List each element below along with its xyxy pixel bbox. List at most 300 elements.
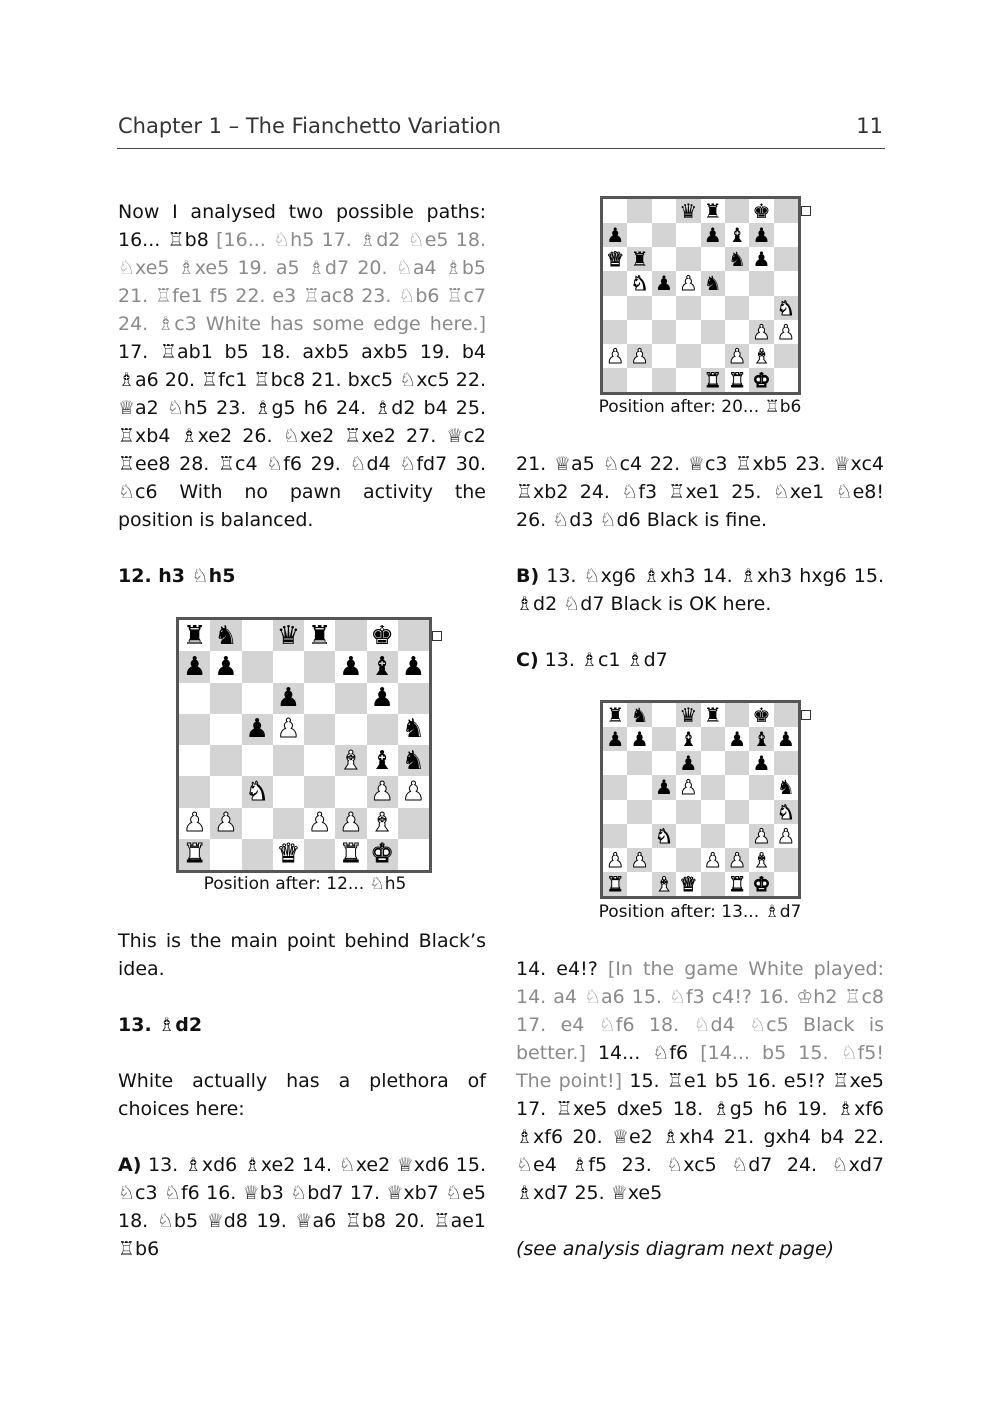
- white-rook-icon: ♜: [703, 367, 722, 392]
- board-square: [725, 368, 749, 392]
- black-knight-icon: ♞: [703, 271, 722, 296]
- black-king-icon: ♚: [370, 620, 394, 651]
- board-square: [242, 839, 273, 870]
- black-pawn-icon: ♟: [606, 223, 625, 248]
- black-king-icon: ♚: [752, 199, 771, 224]
- board-square: [652, 848, 676, 872]
- board-square: [749, 872, 773, 896]
- white-pawn-icon: ♟: [606, 847, 625, 872]
- move-12-heading: 12. h3 ♘h5: [118, 565, 236, 587]
- board-square: [367, 714, 398, 745]
- board-square: [701, 824, 725, 848]
- board-square: [725, 223, 749, 247]
- board-square: [179, 808, 210, 839]
- board-square: [774, 824, 798, 848]
- board-square: [627, 824, 651, 848]
- board-square: [749, 848, 773, 872]
- white-queen-icon: ♛: [606, 247, 625, 272]
- black-rook-icon: ♜: [182, 620, 207, 651]
- line-a-label: A): [118, 1154, 142, 1176]
- board-square: [335, 839, 366, 870]
- black-pawn-icon: ♟: [654, 271, 673, 296]
- chessboard: [600, 196, 801, 395]
- board-square: [701, 320, 725, 344]
- board-square: [725, 344, 749, 368]
- board-square: [398, 651, 429, 682]
- board-square: [725, 703, 749, 727]
- board-square: [627, 751, 651, 775]
- board-square: [749, 344, 773, 368]
- board-square: [242, 745, 273, 776]
- board-square: [749, 320, 773, 344]
- board-square: [627, 727, 651, 751]
- board-square: [725, 199, 749, 223]
- board-square: [210, 808, 241, 839]
- board-square: [701, 247, 725, 271]
- black-pawn-icon: ♟: [339, 651, 363, 682]
- black-pawn-icon: ♟: [401, 651, 426, 682]
- board-square: [652, 344, 676, 368]
- board-square: [627, 320, 651, 344]
- board-square: [304, 620, 335, 651]
- main-point-paragraph: This is the main point behind Black’s idea.: [118, 930, 486, 980]
- board-square: [725, 727, 749, 751]
- white-king-icon: ♚: [370, 839, 394, 870]
- board-square: [210, 776, 241, 807]
- board-square: [652, 247, 676, 271]
- black-queen-icon: ♛: [276, 620, 301, 651]
- white-rook-icon: ♜: [606, 871, 625, 896]
- white-rook-icon: ♜: [728, 871, 747, 896]
- white-bishop-icon: ♝: [370, 808, 394, 839]
- board-square: [603, 751, 627, 775]
- black-bishop-icon: ♝: [752, 727, 771, 752]
- board-square: [603, 727, 627, 751]
- board-square: [774, 727, 798, 751]
- board-square: [676, 344, 700, 368]
- board-square: [652, 727, 676, 751]
- board-square: [676, 824, 700, 848]
- white-king-icon: ♚: [752, 367, 771, 392]
- board-square: [335, 620, 366, 651]
- board-square: [398, 683, 429, 714]
- board-square: [603, 872, 627, 896]
- board-square: [603, 703, 627, 727]
- board-square: [210, 683, 241, 714]
- white-pawn-icon: ♟: [776, 823, 795, 848]
- white-pawn-icon: ♟: [752, 319, 771, 344]
- board-square: [676, 727, 700, 751]
- board-square: [304, 745, 335, 776]
- board-square: [725, 800, 749, 824]
- board-square: [367, 683, 398, 714]
- board-square: [398, 714, 429, 745]
- board-square: [774, 872, 798, 896]
- board-square: [273, 620, 304, 651]
- board-square: [749, 296, 773, 320]
- board-square: [652, 368, 676, 392]
- board-square: [304, 683, 335, 714]
- board-square: [652, 872, 676, 896]
- board-square: [701, 727, 725, 751]
- line-a-paragraph: [118, 1151, 486, 1263]
- side-variation-text: [14... b5 15. ♘f5! The point!]: [516, 1042, 884, 1092]
- board-square: [676, 247, 700, 271]
- board-square: [676, 199, 700, 223]
- side-to-move-marker: [432, 631, 442, 641]
- board-square: [676, 296, 700, 320]
- board-square: [701, 751, 725, 775]
- board-square: [725, 848, 749, 872]
- board-square: [304, 776, 335, 807]
- board-square: [242, 683, 273, 714]
- diagram-20-rb6: [600, 196, 801, 395]
- board-square: [603, 199, 627, 223]
- black-pawn-icon: ♟: [630, 727, 649, 752]
- board-square: [273, 745, 304, 776]
- board-square: [652, 199, 676, 223]
- board-square: [774, 800, 798, 824]
- right-column-middle: [516, 450, 884, 674]
- white-pawn-icon: ♟: [214, 808, 238, 839]
- page-header: [117, 112, 885, 149]
- white-bishop-icon: ♝: [339, 745, 363, 776]
- board-square: [367, 776, 398, 807]
- black-rook-icon: ♜: [307, 620, 332, 651]
- side-variation-text: [In the game White played: 14. a4 ♘a6 15. ♘f3 c4!? 16. ♔h2 ♖c8 17. e4 ♘f6 18. ♘d4 ♘c5 Black is better.]: [516, 958, 884, 1064]
- black-pawn-icon: ♟: [214, 651, 238, 682]
- board-square: [242, 620, 273, 651]
- white-knight-icon: ♞: [776, 799, 795, 824]
- board-square: [652, 703, 676, 727]
- board-square: [367, 808, 398, 839]
- board-square: [603, 296, 627, 320]
- board-square: [774, 296, 798, 320]
- white-knight-icon: ♞: [245, 776, 269, 807]
- board-square: [335, 776, 366, 807]
- choices-paragraph: White actually has a plethora of choices here:: [118, 1070, 486, 1120]
- board-square: [627, 271, 651, 295]
- black-knight-icon: ♞: [401, 714, 426, 745]
- board-square: [273, 839, 304, 870]
- board-square: [725, 775, 749, 799]
- board-square: [652, 824, 676, 848]
- board-square: [676, 751, 700, 775]
- board-square: [749, 800, 773, 824]
- board-square: [701, 800, 725, 824]
- board-square: [652, 775, 676, 799]
- white-pawn-icon: ♟: [370, 776, 394, 807]
- board-square: [749, 824, 773, 848]
- white-pawn-icon: ♟: [679, 271, 698, 296]
- chessboard: [176, 617, 432, 873]
- board-square: [701, 872, 725, 896]
- board-square: [676, 800, 700, 824]
- board-square: [273, 776, 304, 807]
- white-pawn-icon: ♟: [630, 847, 649, 872]
- main-line-text: 14. e4!?: [516, 958, 608, 980]
- white-rook-icon: ♜: [182, 839, 207, 870]
- board-square: [701, 775, 725, 799]
- board-square: [603, 800, 627, 824]
- black-pawn-icon: ♟: [654, 775, 673, 800]
- board-square: [335, 683, 366, 714]
- white-bishop-icon: ♝: [752, 847, 771, 872]
- white-bishop-icon: ♝: [654, 871, 673, 896]
- black-pawn-icon: ♟: [245, 714, 269, 745]
- board-square: [210, 745, 241, 776]
- board-square: [179, 776, 210, 807]
- board-square: [749, 199, 773, 223]
- board-square: [398, 839, 429, 870]
- page-number: 11: [856, 114, 883, 138]
- board-square: [774, 271, 798, 295]
- board-square: [676, 872, 700, 896]
- diagram-caption: Position after: 20... ♖b6: [598, 397, 802, 417]
- side-variation-text: [16... ♘h5 17. ♗d2 ♘e5 18. ♘xe5 ♗xe5 19. a5 ♗d7 20. ♘a4 ♗b5 21. ♖fe1 f5 22. e3 ♖ac8 23. ♘b6 ♖c7 24. ♗c3 White has some edge here.]: [118, 229, 487, 335]
- diagram-caption: Position after: 13... ♗d7: [598, 902, 802, 922]
- black-knight-icon: ♞: [401, 745, 426, 776]
- black-rook-icon: ♜: [703, 703, 722, 728]
- board-square: [627, 199, 651, 223]
- board-square: [725, 872, 749, 896]
- board-square: [774, 199, 798, 223]
- line-a-text: 13. ♗xd6 ♗xe2 14. ♘xe2 ♕xd6 15. ♘c3 ♘f6 16. ♕b3 ♘bd7 17. ♕xb7 ♘e5 18. ♘b5 ♕d8 19. ♕a6 ♖b8 20. ♖ae1 ♖b6: [118, 1154, 486, 1260]
- board-square: [603, 775, 627, 799]
- board-square: [749, 271, 773, 295]
- board-square: [774, 703, 798, 727]
- board-square: [749, 751, 773, 775]
- board-square: [676, 703, 700, 727]
- board-square: [701, 368, 725, 392]
- black-pawn-icon: ♟: [703, 223, 722, 248]
- board-square: [242, 714, 273, 745]
- line-c-analysis-paragraph: [516, 955, 884, 1207]
- white-bishop-icon: ♝: [752, 343, 771, 368]
- board-square: [627, 344, 651, 368]
- board-square: [210, 839, 241, 870]
- board-square: [179, 683, 210, 714]
- white-knight-icon: ♞: [776, 295, 795, 320]
- black-pawn-icon: ♟: [606, 727, 625, 752]
- board-square: [774, 344, 798, 368]
- black-pawn-icon: ♟: [679, 751, 698, 776]
- diagram-caption: Position after: 12... ♘h5: [203, 874, 407, 894]
- black-pawn-icon: ♟: [728, 727, 747, 752]
- board-square: [774, 848, 798, 872]
- board-square: [603, 223, 627, 247]
- white-pawn-icon: ♟: [182, 808, 207, 839]
- board-square: [242, 651, 273, 682]
- board-square: [774, 223, 798, 247]
- board-square: [603, 848, 627, 872]
- white-queen-icon: ♛: [679, 871, 698, 896]
- black-bishop-icon: ♝: [370, 745, 394, 776]
- board-square: [603, 271, 627, 295]
- board-square: [335, 651, 366, 682]
- board-square: [627, 368, 651, 392]
- board-square: [603, 824, 627, 848]
- board-square: [398, 808, 429, 839]
- board-square: [304, 714, 335, 745]
- board-square: [210, 651, 241, 682]
- board-square: [701, 296, 725, 320]
- left-column-top: [118, 198, 486, 590]
- board-square: [652, 751, 676, 775]
- black-rook-icon: ♜: [630, 247, 649, 272]
- board-square: [725, 320, 749, 344]
- chessboard: [600, 700, 801, 899]
- board-square: [398, 620, 429, 651]
- black-pawn-icon: ♟: [182, 651, 207, 682]
- board-square: [603, 368, 627, 392]
- board-square: [335, 808, 366, 839]
- board-square: [701, 271, 725, 295]
- diagram-13-bd7: [600, 700, 801, 899]
- white-pawn-icon: ♟: [276, 714, 301, 745]
- line-c-paragraph: [516, 646, 884, 674]
- board-square: [179, 651, 210, 682]
- board-square: [627, 247, 651, 271]
- board-square: [627, 223, 651, 247]
- black-bishop-icon: ♝: [370, 651, 394, 682]
- line-b-label: B): [516, 565, 540, 587]
- diagram-12-h5: [176, 617, 432, 873]
- line-c-label: C): [516, 649, 539, 671]
- board-square: [652, 271, 676, 295]
- white-king-icon: ♚: [752, 871, 771, 896]
- board-square: [652, 320, 676, 344]
- board-square: [398, 776, 429, 807]
- main-line-text: 17. ♖ab1 b5 18. axb5 axb5 19. b4 ♗a6 20. ♖fc1 ♖bc8 21. bxc5 ♘xc5 22. ♕a2 ♘h5 23. ♗g5 h6 24. ♗d2 b4 25. ♖xb4 ♗xe2 26. ♘xe2 ♖xe2 27. ♕c2 ♖ee8 28. ♖c4 ♘f6 29. ♘d4 ♘fd7 30. ♘c6 With no pawn activity the position is balanced.: [118, 341, 486, 531]
- board-square: [701, 223, 725, 247]
- board-square: [242, 808, 273, 839]
- board-square: [273, 714, 304, 745]
- white-queen-icon: ♛: [276, 839, 301, 870]
- main-line-text: 15. ♖e1 b5 16. e5!? ♖xe5 17. ♖xe5 dxe5 18. ♗g5 h6 19. ♗xf6 ♗xf6 20. ♕e2 ♗xh4 21. gxh4 b4 22. ♘e4 ♗f5 23. ♘xc5 ♘d7 24. ♘xd7 ♗xd7 25. ♕xe5: [516, 1070, 884, 1204]
- board-square: [676, 848, 700, 872]
- board-square: [749, 775, 773, 799]
- black-pawn-icon: ♟: [776, 727, 795, 752]
- line-c-text: 13. ♗c1 ♗d7: [538, 649, 668, 671]
- board-square: [273, 808, 304, 839]
- line-b-paragraph: [516, 562, 884, 618]
- white-pawn-icon: ♟: [752, 823, 771, 848]
- board-square: [304, 808, 335, 839]
- white-pawn-icon: ♟: [776, 319, 795, 344]
- black-pawn-icon: ♟: [276, 683, 301, 714]
- black-rook-icon: ♜: [703, 199, 722, 224]
- white-pawn-icon: ♟: [728, 847, 747, 872]
- black-pawn-icon: ♟: [752, 247, 771, 272]
- board-square: [725, 296, 749, 320]
- board-square: [627, 296, 651, 320]
- board-square: [652, 800, 676, 824]
- board-square: [179, 839, 210, 870]
- board-square: [367, 651, 398, 682]
- white-rook-icon: ♜: [339, 839, 363, 870]
- board-square: [398, 745, 429, 776]
- black-queen-icon: ♛: [679, 199, 698, 224]
- right-column-bottom: [516, 955, 884, 1263]
- board-square: [627, 800, 651, 824]
- continuation-paragraph: 21. ♕a5 ♘c4 22. ♕c3 ♖xb5 23. ♕xc4 ♖xb2 24. ♘f3 ♖xe1 25. ♘xe1 ♘e8! 26. ♘d3 ♘d6 Black is fine.: [516, 453, 884, 531]
- board-square: [701, 703, 725, 727]
- board-square: [749, 368, 773, 392]
- analysis-paragraph: [118, 198, 486, 534]
- board-square: [627, 872, 651, 896]
- board-square: [603, 247, 627, 271]
- white-pawn-icon: ♟: [401, 776, 426, 807]
- board-square: [725, 271, 749, 295]
- board-square: [701, 344, 725, 368]
- board-square: [725, 751, 749, 775]
- board-square: [210, 714, 241, 745]
- board-square: [749, 247, 773, 271]
- board-square: [304, 651, 335, 682]
- board-square: [627, 775, 651, 799]
- side-to-move-marker: [801, 710, 811, 720]
- board-square: [774, 320, 798, 344]
- board-square: [676, 271, 700, 295]
- left-column-bottom: [118, 927, 486, 1263]
- board-square: [676, 320, 700, 344]
- white-pawn-icon: ♟: [679, 775, 698, 800]
- main-line-text: Now I analysed two possible paths: 16... ♖b8: [118, 201, 486, 251]
- board-square: [273, 683, 304, 714]
- black-king-icon: ♚: [752, 703, 771, 728]
- black-pawn-icon: ♟: [752, 223, 771, 248]
- see-next-page-note: (see analysis diagram next page): [516, 1238, 835, 1260]
- move-13-heading: 13. ♗d2: [118, 1014, 203, 1036]
- board-square: [725, 824, 749, 848]
- board-square: [179, 620, 210, 651]
- board-square: [701, 199, 725, 223]
- board-square: [273, 651, 304, 682]
- white-pawn-icon: ♟: [339, 808, 363, 839]
- white-knight-icon: ♞: [630, 271, 649, 296]
- board-square: [774, 368, 798, 392]
- board-square: [774, 775, 798, 799]
- black-knight-icon: ♞: [630, 703, 649, 728]
- board-square: [652, 223, 676, 247]
- chapter-title: Chapter 1 – The Fianchetto Variation: [118, 114, 502, 138]
- board-square: [179, 745, 210, 776]
- board-square: [627, 848, 651, 872]
- board-square: [749, 703, 773, 727]
- board-square: [774, 751, 798, 775]
- board-square: [603, 320, 627, 344]
- board-square: [676, 775, 700, 799]
- board-square: [676, 368, 700, 392]
- board-square: [725, 247, 749, 271]
- white-pawn-icon: ♟: [606, 343, 625, 368]
- black-pawn-icon: ♟: [752, 751, 771, 776]
- side-to-move-marker: [801, 206, 811, 216]
- black-bishop-icon: ♝: [728, 223, 747, 248]
- white-pawn-icon: ♟: [703, 847, 722, 872]
- board-square: [603, 344, 627, 368]
- black-bishop-icon: ♝: [679, 727, 698, 752]
- board-square: [367, 620, 398, 651]
- board-square: [676, 223, 700, 247]
- black-queen-icon: ♛: [679, 703, 698, 728]
- board-square: [367, 839, 398, 870]
- white-knight-icon: ♞: [654, 823, 673, 848]
- board-square: [367, 745, 398, 776]
- board-square: [242, 776, 273, 807]
- black-knight-icon: ♞: [776, 775, 795, 800]
